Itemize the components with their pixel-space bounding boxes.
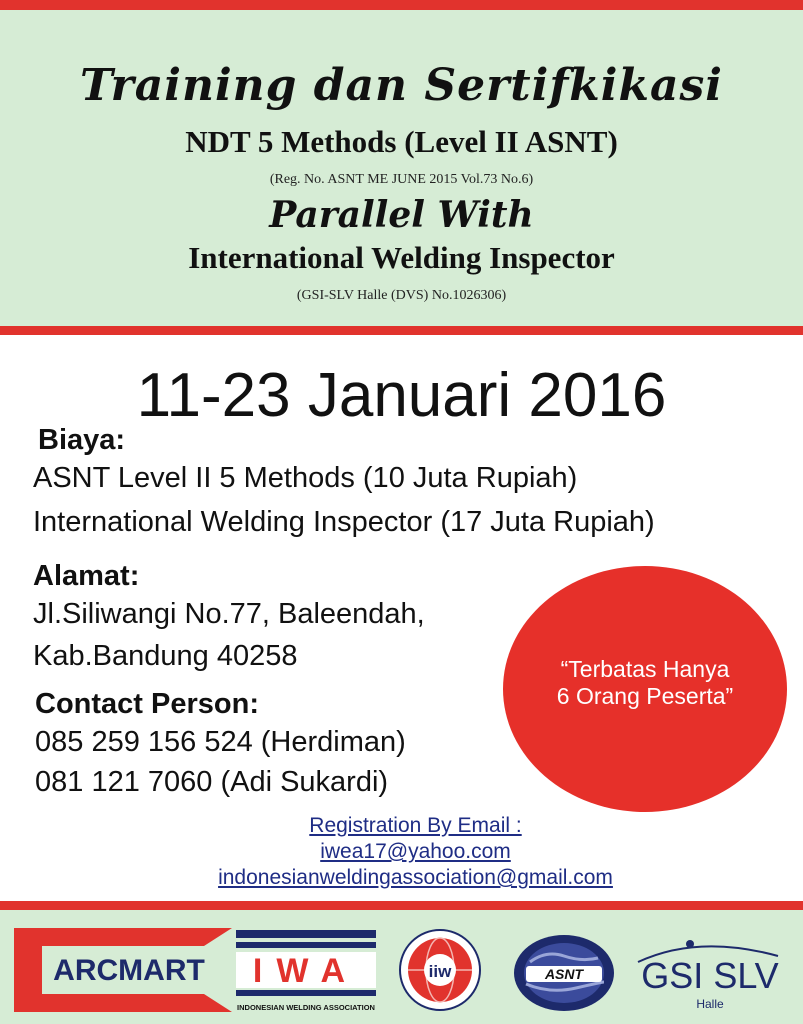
iiw-logo xyxy=(398,928,482,1012)
title-ndt: NDT 5 Methods (Level II ASNT) xyxy=(185,124,618,159)
title-welding-inspector: International Welding Inspector xyxy=(188,240,615,275)
reg-number-asnt: (Reg. No. ASNT ME JUNE 2015 Vol.73 No.6) xyxy=(269,172,534,187)
biaya-item: International Welding Inspector (17 Juta Rupiah) xyxy=(33,506,655,538)
badge-line: “Terbatas Hanya xyxy=(560,656,730,682)
title-parallel-with: Parallel With xyxy=(269,194,534,236)
gsi-slv-logo xyxy=(628,934,794,1014)
top-red-stripe xyxy=(0,0,803,10)
header-bottom-red-stripe xyxy=(0,326,803,335)
email-link-yahoo[interactable]: iwea17@yahoo.com xyxy=(320,840,511,863)
contact-person-label: Contact Person: xyxy=(35,688,259,720)
alamat-label: Alamat: xyxy=(33,560,140,592)
biaya-item: ASNT Level II 5 Methods (10 Juta Rupiah) xyxy=(33,462,578,494)
iwa-subtitle: INDONESIAN WELDING ASSOCIATION xyxy=(237,1003,375,1012)
limited-seats-text xyxy=(503,656,787,710)
registration-title[interactable]: Registration By Email : xyxy=(309,814,522,837)
event-date: 11-23 Januari 2016 xyxy=(136,361,667,430)
header-panel xyxy=(0,10,803,326)
reg-number-gsi: (GSI-SLV Halle (DVS) No.1026306) xyxy=(296,288,507,303)
badge-line: 6 Orang Peserta” xyxy=(556,683,734,709)
biaya-label: Biaya: xyxy=(38,424,126,456)
alamat-line: Kab.Bandung 40258 xyxy=(33,640,298,672)
footer-red-stripe xyxy=(0,901,803,910)
arcmart-text: ARCMART xyxy=(53,954,205,987)
contact-line: 081 121 7060 (Adi Sukardi) xyxy=(35,766,389,798)
iwa-text: IWA xyxy=(252,952,360,990)
gsi-halle-text: Halle xyxy=(696,997,724,1011)
iwa-logo xyxy=(236,930,376,1014)
iiw-text: iiw xyxy=(428,962,452,981)
email-link-gmail[interactable]: indonesianweldingassociation@gmail.com xyxy=(218,866,613,889)
title-training: Training dan Sertifkikasi xyxy=(80,60,723,111)
gsi-slv-text: GSI SLV xyxy=(641,955,779,996)
contact-line: 085 259 156 524 (Herdiman) xyxy=(35,726,406,758)
alamat-line: Jl.Siliwangi No.77, Baleendah, xyxy=(33,598,425,630)
arcmart-logo xyxy=(14,928,232,1012)
asnt-text: ASNT xyxy=(544,966,584,982)
asnt-logo xyxy=(506,932,622,1014)
